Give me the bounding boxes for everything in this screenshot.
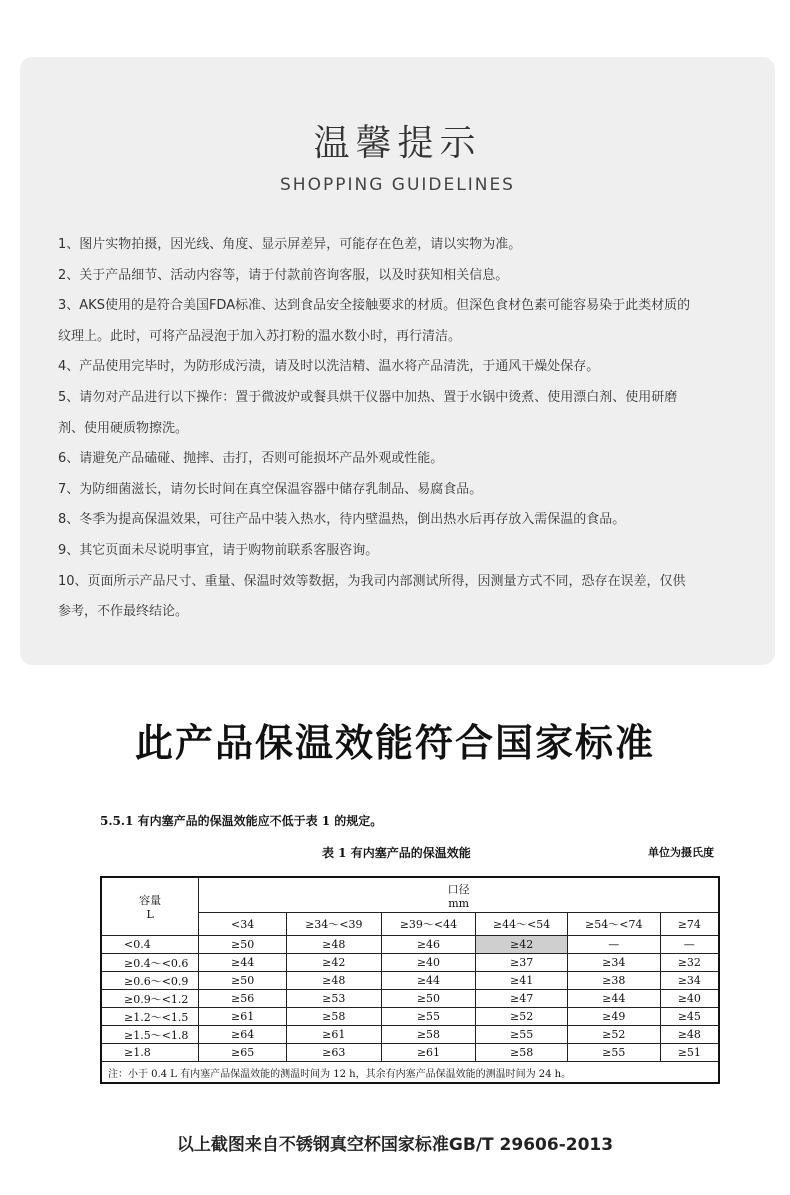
- caliber-header: 口径: [447, 882, 470, 896]
- standard-headline: 此产品保温效能符合国家标准: [134, 721, 655, 765]
- caliber-header-cell: [199, 877, 719, 913]
- capacity-cell: ≥0.9～<1.2: [101, 990, 199, 1008]
- value-cell: ≥42: [286, 954, 381, 972]
- value-cell: ≥64: [199, 1026, 287, 1044]
- capacity-header-cell: [101, 877, 199, 936]
- value-cell: ≥48: [660, 1026, 719, 1044]
- value-cell: ≥42: [476, 936, 568, 954]
- value-cell: ≥50: [199, 972, 287, 990]
- value-cell: ≥46: [381, 936, 476, 954]
- table-row: [101, 972, 719, 990]
- value-cell: ≥55: [567, 1044, 660, 1062]
- caliber-column-header: ≥39～<44: [381, 913, 476, 936]
- value-cell: ≥34: [660, 972, 719, 990]
- guideline-line: 7、为防细菌滋长，请勿长时间在真空保温容器中储存乳制品、易腐食品。: [58, 481, 483, 497]
- value-cell: —: [567, 936, 660, 954]
- clause-text: 5.5.1 有内塞产品的保温效能应不低于表 1 的规定。: [100, 814, 383, 828]
- table-row: [101, 1008, 719, 1026]
- capacity-cell: ≥0.6～<0.9: [101, 972, 199, 990]
- table-row: [101, 1026, 719, 1044]
- value-cell: ≥50: [381, 990, 476, 1008]
- source-footnote: 以上截图来自不锈钢真空杯国家标准GB/T 29606-2013: [176, 1135, 614, 1155]
- value-cell: ≥41: [476, 972, 568, 990]
- table-unit: 单位为摄氏度: [648, 846, 714, 859]
- value-cell: —: [660, 936, 719, 954]
- insulation-table: [100, 876, 720, 1084]
- guideline-line: 8、冬季为提高保温效果，可往产品中装入热水，待内壁温热，倒出热水后再存放入需保温的食品。: [58, 512, 626, 528]
- value-cell: ≥48: [286, 936, 381, 954]
- guideline-line: 5、请勿对产品进行以下操作：置于微波炉或餐具烘干仪器中加热、置于水锅中烫煮、使用漂白剂、使用研磨: [58, 389, 678, 405]
- caliber-column-header: ≥34～<39: [286, 913, 381, 936]
- value-cell: ≥61: [381, 1044, 476, 1062]
- capacity-unit: L: [146, 908, 154, 921]
- value-cell: ≥63: [286, 1044, 381, 1062]
- value-cell: ≥44: [381, 972, 476, 990]
- value-cell: ≥45: [660, 1008, 719, 1026]
- table-row: [101, 954, 719, 972]
- shopping-guidelines-card: [20, 57, 775, 665]
- guideline-line: 参考，不作最终结论。: [58, 604, 189, 620]
- guideline-line: 1、图片实物拍摄，因光线、角度、显示屏差异，可能存在色差，请以实物为准。: [58, 237, 522, 252]
- caliber-column-header: ≥54～<74: [567, 913, 660, 936]
- guidelines-subtitle: SHOPPING GUIDELINES: [280, 175, 515, 195]
- value-cell: ≥61: [286, 1026, 381, 1044]
- capacity-cell: ≥0.4～<0.6: [101, 954, 199, 972]
- guideline-line: 2、关于产品细节、活动内容等，请于付款前咨询客服，以及时获知相关信息。: [58, 267, 509, 283]
- value-cell: ≥37: [476, 954, 568, 972]
- guidelines-list: [58, 230, 748, 628]
- value-cell: ≥47: [476, 990, 568, 1008]
- value-cell: ≥58: [476, 1044, 568, 1062]
- value-cell: ≥44: [199, 954, 287, 972]
- capacity-cell: ≥1.5～<1.8: [101, 1026, 199, 1044]
- value-cell: ≥52: [567, 1026, 660, 1044]
- value-cell: ≥40: [381, 954, 476, 972]
- guideline-line: 4、产品使用完毕时，为防形成污渍，请及时以洗洁精、温水将产品清洗，于通风干燥处保存。: [58, 359, 600, 375]
- value-cell: ≥55: [381, 1008, 476, 1026]
- table-row: [101, 936, 719, 954]
- value-cell: ≥58: [286, 1008, 381, 1026]
- caliber-unit: mm: [448, 896, 470, 910]
- caliber-column-header: <34: [199, 913, 287, 936]
- caliber-column-header: ≥74: [660, 913, 719, 936]
- capacity-header: 容量: [139, 894, 162, 907]
- caliber-column-header: ≥44～<54: [476, 913, 568, 936]
- table-row: [101, 1044, 719, 1062]
- value-cell: ≥53: [286, 990, 381, 1008]
- value-cell: ≥49: [567, 1008, 660, 1026]
- value-cell: ≥32: [660, 954, 719, 972]
- value-cell: ≥34: [567, 954, 660, 972]
- table-caption: 表 1 有内塞产品的保温效能: [322, 846, 471, 860]
- value-cell: ≥48: [286, 972, 381, 990]
- value-cell: ≥55: [476, 1026, 568, 1044]
- guideline-line: 10、页面所示产品尺寸、重量、保温时效等数据，为我司内部测试所得，因测量方式不同，恐存在误差，仅供: [58, 573, 686, 589]
- table-note: 注：小于 0.4 L 有内塞产品保温效能的测温时间为 12 h，其余有内塞产品保温效能的测温时间为 24 h。: [101, 1062, 719, 1084]
- value-cell: ≥61: [199, 1008, 287, 1026]
- value-cell: ≥40: [660, 990, 719, 1008]
- value-cell: ≥58: [381, 1026, 476, 1044]
- value-cell: ≥44: [567, 990, 660, 1008]
- guideline-line: 剂、使用硬质物擦洗。: [58, 420, 189, 436]
- guideline-line: 3、AKS使用的是符合美国FDA标准、达到食品安全接触要求的材质。但深色食材色素可能容易染于此类材质的: [58, 298, 691, 314]
- value-cell: ≥50: [199, 936, 287, 954]
- guidelines-title: 温馨提示: [313, 123, 482, 164]
- capacity-cell: ≥1.8: [101, 1044, 199, 1062]
- capacity-cell: <0.4: [101, 936, 199, 954]
- guideline-line: 9、其它页面未尽说明事宜，请于购物前联系客服咨询。: [58, 542, 379, 558]
- value-cell: ≥56: [199, 990, 287, 1008]
- value-cell: ≥52: [476, 1008, 568, 1026]
- value-cell: ≥51: [660, 1044, 719, 1062]
- value-cell: ≥38: [567, 972, 660, 990]
- value-cell: ≥65: [199, 1044, 287, 1062]
- guideline-line: 纹理上。此时，可将产品浸泡于加入苏打粉的温水数小时，再行清洁。: [58, 328, 462, 344]
- table-row: [101, 990, 719, 1008]
- guideline-line: 6、请避免产品磕碰、抛摔、击打，否则可能损坏产品外观或性能。: [58, 451, 444, 467]
- capacity-cell: ≥1.2～<1.5: [101, 1008, 199, 1026]
